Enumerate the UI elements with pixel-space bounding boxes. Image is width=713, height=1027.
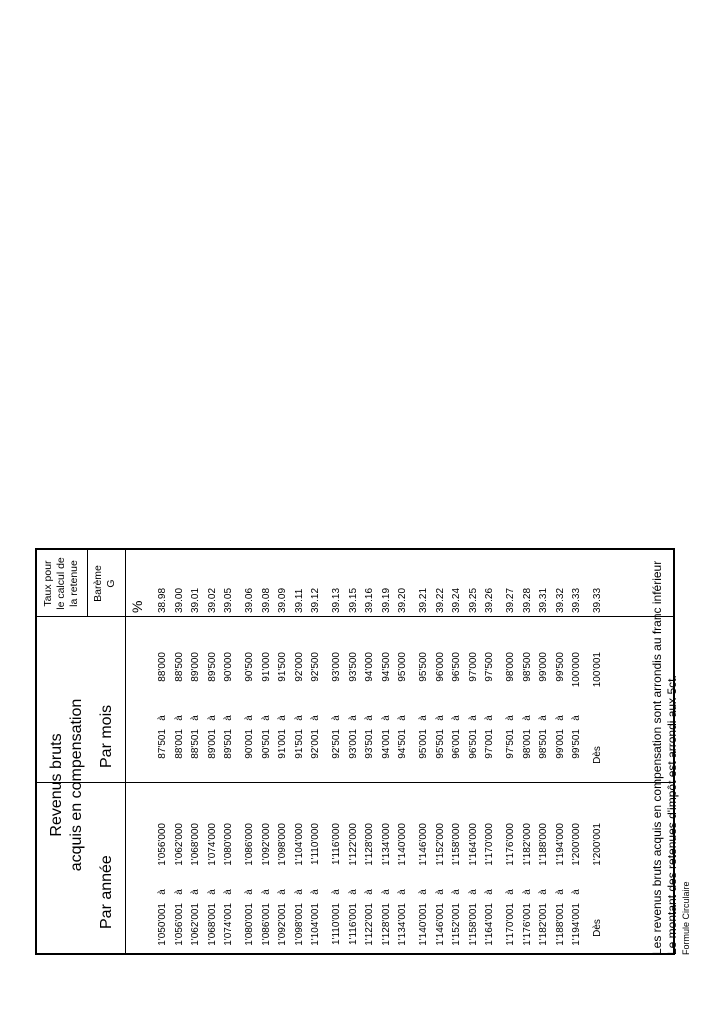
col-monthly-header: Par mois: [98, 704, 115, 768]
annual-connector: à: [244, 889, 255, 895]
annual-connector: à: [310, 889, 322, 895]
footnote-rounding-income: Les revenus bruts acquis en compensation sont arrondis au franc inférieur: [650, 560, 664, 955]
monthly-to: 90'500: [244, 652, 255, 682]
annual-to: 1'074'000: [206, 823, 218, 866]
monthly-from: 88'501: [190, 729, 202, 759]
monthly-from: 96'001: [451, 729, 463, 759]
monthly-from: 91'501: [293, 729, 305, 759]
monthly-connector: à: [244, 715, 255, 721]
monthly-from: 89'001: [206, 729, 218, 759]
monthly-to: 90'000: [223, 652, 235, 682]
annual-to: 1'170'000: [484, 823, 496, 866]
rate-value: 39.11: [293, 588, 305, 613]
annual-from: 1'068'001: [206, 903, 218, 946]
annual-to: 1'068'000: [190, 823, 202, 866]
annual-connector: à: [223, 889, 235, 895]
scale-letter: G: [105, 579, 117, 588]
rate-value: 39.02: [206, 587, 218, 613]
main-title-line-2: acquis en compensation: [68, 698, 85, 872]
monthly-to: 91'000: [260, 652, 272, 682]
annual-from: 1'170'001: [505, 903, 516, 946]
monthly-connector: à: [538, 715, 550, 721]
rate-value: 39.26: [484, 587, 496, 613]
annual-connector: à: [554, 889, 566, 895]
annual-connector: à: [521, 889, 533, 895]
annual-connector: à: [434, 889, 446, 895]
annual-from: 1'110'001: [331, 903, 342, 946]
annual-from: 1'158'001: [467, 903, 479, 946]
monthly-to: 95'000: [397, 652, 409, 682]
annual-to: 1'122'000: [347, 823, 359, 866]
divider-annual-monthly: [37, 782, 673, 783]
rate-value: 39.12: [310, 587, 322, 613]
monthly-connector: à: [554, 715, 566, 721]
annual-to: 1'110'000: [310, 823, 322, 866]
annual-to: 1'140'000: [397, 823, 409, 866]
monthly-connector: à: [293, 715, 305, 721]
monthly-connector: à: [223, 715, 235, 721]
monthly-connector: à: [310, 715, 322, 721]
monthly-to: 96'500: [451, 652, 463, 682]
annual-connector: à: [418, 889, 429, 895]
rate-value: 39.13: [331, 587, 342, 613]
annual-from: 1'182'001: [538, 903, 550, 946]
rate-value: 39.05: [223, 587, 235, 613]
annual-connector: à: [467, 889, 479, 895]
annual-from: 1'134'001: [397, 903, 409, 946]
monthly-connector: à: [571, 715, 583, 721]
annual-connector: à: [173, 889, 185, 895]
last-rate-value: 39.33: [592, 587, 604, 613]
annual-from: 1'194'001: [571, 903, 583, 946]
rate-value: 39.20: [397, 587, 409, 613]
rate-header-line-2: le calcul de: [55, 557, 67, 610]
annual-to: 1'194'000: [554, 823, 566, 866]
annual-from: 1'062'001: [190, 903, 202, 946]
annual-from: 1'176'001: [521, 903, 533, 946]
monthly-from: 98'001: [521, 729, 533, 759]
annual-connector: à: [206, 889, 218, 895]
annual-connector: à: [397, 889, 409, 895]
annual-to: 1'158'000: [451, 823, 463, 866]
rate-header-line-1: Taux pour: [42, 560, 54, 607]
annual-connector: à: [277, 889, 289, 895]
annual-to: 1'056'000: [157, 823, 168, 866]
monthly-to: 98'000: [505, 652, 516, 682]
col-annual-header: Par année: [98, 855, 115, 929]
annual-connector: à: [157, 889, 168, 895]
annual-connector: à: [538, 889, 550, 895]
annual-connector: à: [293, 889, 305, 895]
monthly-from: 98'501: [538, 729, 550, 759]
monthly-connector: à: [173, 715, 185, 721]
annual-to: 1'086'000: [244, 823, 255, 866]
monthly-from: 90'001: [244, 729, 255, 759]
monthly-connector: à: [397, 715, 409, 721]
monthly-connector: à: [418, 715, 429, 721]
monthly-to: 94'500: [380, 652, 392, 682]
annual-connector: à: [451, 889, 463, 895]
monthly-connector: à: [451, 715, 463, 721]
monthly-from: 99'501: [571, 729, 583, 759]
monthly-to: 97'500: [484, 652, 496, 682]
divider-rate-header: [87, 550, 88, 617]
monthly-from: 95'501: [434, 729, 446, 759]
rate-header-line-3: la retenue: [68, 560, 80, 607]
annual-from: 1'080'001: [244, 903, 255, 946]
monthly-from: 92'001: [310, 729, 322, 759]
monthly-to: 89'000: [190, 652, 202, 682]
annual-to: 1'176'000: [505, 823, 516, 866]
rate-value: 39.16: [364, 587, 376, 613]
monthly-connector: à: [206, 715, 218, 721]
monthly-connector: à: [484, 715, 496, 721]
monthly-from: 88'001: [173, 729, 185, 759]
annual-connector: à: [380, 889, 392, 895]
monthly-to: 99'000: [538, 652, 550, 682]
rate-value: 39.19: [380, 587, 392, 613]
monthly-to: 98'500: [521, 652, 533, 682]
percent-label: %: [129, 600, 145, 613]
annual-connector: à: [331, 889, 342, 895]
annual-from: 1'188'001: [554, 903, 566, 946]
monthly-from: 93'501: [364, 729, 376, 759]
monthly-to: 100'000: [571, 652, 583, 688]
monthly-to: 92'000: [293, 652, 305, 682]
footnote-form-name: Formule Circulaire: [681, 881, 691, 955]
annual-to: 1'200'000: [571, 823, 583, 866]
main-title-line-1: Revenus bruts: [48, 733, 65, 837]
monthly-from: 94'501: [397, 729, 409, 759]
monthly-to: 99'500: [554, 652, 566, 682]
rate-value: 39.08: [260, 587, 272, 613]
rate-value: 39.28: [521, 587, 533, 613]
annual-from: 1'050'001: [157, 903, 168, 946]
annual-from: 1'152'001: [451, 903, 463, 946]
monthly-connector: à: [260, 715, 272, 721]
monthly-from: 94'001: [380, 729, 392, 759]
monthly-from: 87'501: [157, 729, 168, 759]
annual-connector: à: [571, 889, 583, 895]
footnote-rounding-tax: Le montant des retenues d'impôt est arrondi aux 5ct.: [665, 675, 679, 955]
monthly-connector: à: [467, 715, 479, 721]
last-annual-value: 1'200'001: [592, 823, 604, 866]
monthly-to: 96'000: [434, 652, 446, 682]
monthly-from: 93'001: [347, 729, 359, 759]
divider-header-body: [125, 550, 126, 953]
last-monthly-label: Dès: [592, 746, 604, 764]
annual-to: 1'164'000: [467, 823, 479, 866]
monthly-to: 89'500: [206, 652, 218, 682]
rate-value: 38.98: [157, 587, 168, 613]
annual-to: 1'146'000: [418, 823, 429, 866]
rate-value: 39.15: [347, 587, 359, 613]
annual-to: 1'128'000: [364, 823, 376, 866]
monthly-to: 92'500: [310, 652, 322, 682]
annual-to: 1'080'000: [223, 823, 235, 866]
monthly-to: 88'000: [157, 652, 168, 682]
monthly-connector: à: [434, 715, 446, 721]
monthly-from: 95'001: [418, 729, 429, 759]
annual-to: 1'116'000: [331, 823, 342, 866]
monthly-from: 97'501: [505, 729, 516, 759]
annual-from: 1'164'001: [484, 903, 496, 946]
annual-connector: à: [190, 889, 202, 895]
rate-value: 39.27: [505, 587, 516, 613]
divider-monthly-rate: [37, 616, 673, 617]
monthly-from: 97'001: [484, 729, 496, 759]
rate-value: 39.00: [173, 587, 185, 613]
annual-to: 1'062'000: [173, 823, 185, 866]
annual-connector: à: [260, 889, 272, 895]
rate-value: 39.31: [538, 587, 550, 613]
annual-from: 1'056'001: [173, 903, 185, 946]
annual-connector: à: [364, 889, 376, 895]
rate-value: 39.06: [244, 587, 255, 613]
annual-to: 1'134'000: [380, 823, 392, 866]
annual-from: 1'074'001: [223, 903, 235, 946]
annual-from: 1'092'001: [277, 903, 289, 946]
annual-from: 1'128'001: [380, 903, 392, 946]
last-monthly-value: 100'001: [592, 652, 604, 688]
annual-to: 1'188'000: [538, 823, 550, 866]
monthly-from: 96'501: [467, 729, 479, 759]
monthly-connector: à: [380, 715, 392, 721]
monthly-to: 97'000: [467, 652, 479, 682]
monthly-connector: à: [277, 715, 289, 721]
annual-to: 1'092'000: [260, 823, 272, 866]
last-annual-label: Dès: [592, 919, 604, 937]
monthly-to: 94'000: [364, 652, 376, 682]
annual-from: 1'146'001: [434, 903, 446, 946]
rate-value: 39.25: [467, 587, 479, 613]
annual-from: 1'098'001: [293, 903, 305, 946]
monthly-connector: à: [157, 715, 168, 721]
monthly-connector: à: [190, 715, 202, 721]
annual-to: 1'098'000: [277, 823, 289, 866]
monthly-from: 90'501: [260, 729, 272, 759]
monthly-from: 92'501: [331, 729, 342, 759]
scale-label: Barème: [92, 565, 104, 602]
rate-value: 39.21: [418, 587, 429, 613]
monthly-to: 95'500: [418, 652, 429, 682]
monthly-from: 91'001: [277, 729, 289, 759]
rate-value: 39.01: [190, 587, 202, 613]
monthly-connector: à: [364, 715, 376, 721]
annual-connector: à: [505, 889, 516, 895]
monthly-to: 88'500: [173, 652, 185, 682]
monthly-to: 93'500: [347, 652, 359, 682]
annual-to: 1'182'000: [521, 823, 533, 866]
rate-value: 39.33: [571, 587, 583, 613]
rate-value: 39.32: [554, 587, 566, 613]
annual-from: 1'140'001: [418, 903, 429, 946]
monthly-connector: à: [347, 715, 359, 721]
rate-value: 39.22: [434, 587, 446, 613]
monthly-to: 91'500: [277, 652, 289, 682]
annual-from: 1'122'001: [364, 903, 376, 946]
rate-value: 39.09: [277, 587, 289, 613]
monthly-connector: à: [521, 715, 533, 721]
annual-to: 1'104'000: [293, 823, 305, 866]
monthly-from: 99'001: [554, 729, 566, 759]
monthly-to: 93'000: [331, 652, 342, 682]
annual-connector: à: [484, 889, 496, 895]
monthly-connector: à: [505, 715, 516, 721]
annual-connector: à: [347, 889, 359, 895]
annual-from: 1'086'001: [260, 903, 272, 946]
rate-value: 39.24: [451, 587, 463, 613]
annual-to: 1'152'000: [434, 823, 446, 866]
monthly-from: 89'501: [223, 729, 235, 759]
annual-from: 1'104'001: [310, 903, 322, 946]
annual-from: 1'116'001: [347, 903, 359, 946]
monthly-connector: à: [331, 715, 342, 721]
tax-rate-table: [35, 548, 675, 955]
